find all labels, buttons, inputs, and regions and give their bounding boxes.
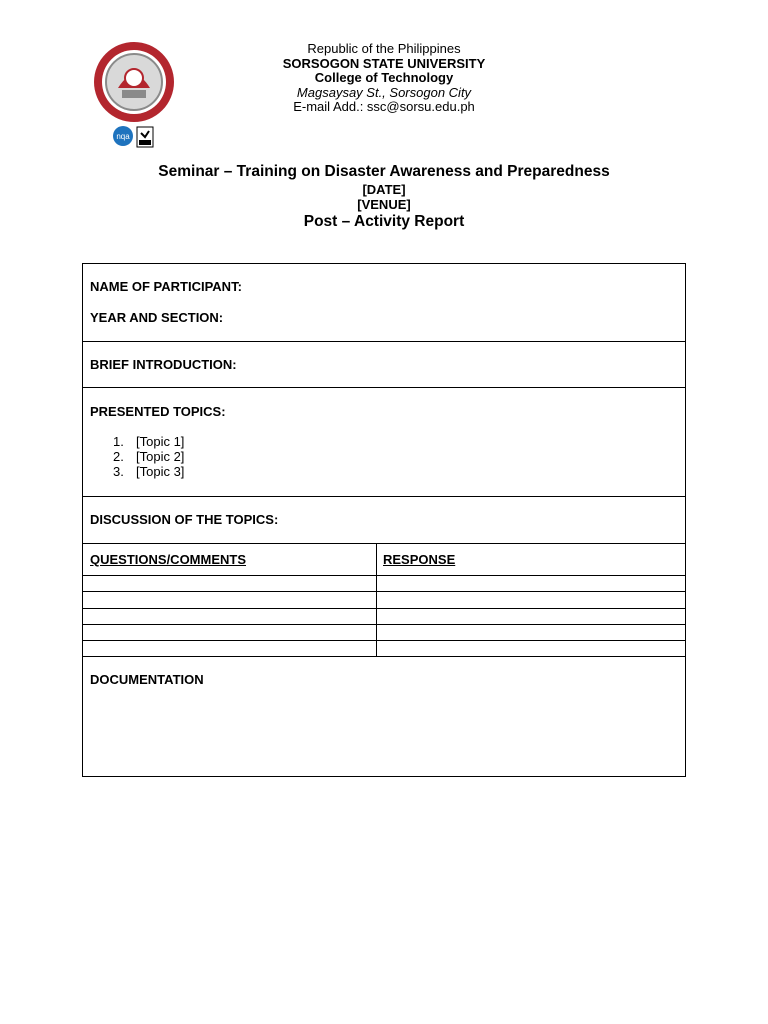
intro-label: BRIEF INTRODUCTION: [90,357,237,372]
discussion-label: DISCUSSION OF THE TOPICS: [90,512,279,527]
republic-line: Republic of the Philippines [307,41,461,56]
table-row [83,575,685,576]
address-line: Magsaysay St., Sorsogon City [296,84,472,100]
svg-text:nqa: nqa [116,132,130,141]
document-titles [0,162,768,231]
email-line: E-mail Add.: ssc@sorsu.edu.ph [293,99,475,114]
topics-label: PRESENTED TOPICS: [90,404,226,419]
list-item: 2. [Topic 2] [113,449,185,464]
nqa-badge-icon [113,126,133,151]
report-title: Post – Activity Report [303,213,465,230]
date-placeholder: [DATE] [362,182,406,197]
venue-placeholder: [VENUE] [357,197,411,212]
response-header: RESPONSE [383,552,456,567]
divider [83,387,685,388]
report-form [82,263,686,777]
seminar-title: Seminar – Training on Disaster Awareness and Preparedness [158,163,610,180]
topics-list [113,434,184,479]
divider [83,656,685,657]
university-seal-logo [88,40,180,124]
list-item: 1. [Topic 1] [113,434,185,449]
documentation-label: DOCUMENTATION [90,672,204,687]
university-name: SORSOGON STATE UNIVERSITY [282,55,486,71]
table-row [83,640,685,641]
list-item: 3. [Topic 3] [113,464,185,479]
table-row [83,624,685,625]
letterhead [184,42,584,115]
ukas-badge-icon [136,126,154,153]
divider [83,543,685,544]
year-section-label: YEAR AND SECTION: [90,310,224,325]
table-row [83,591,685,592]
name-label: NAME OF PARTICIPANT: [90,279,242,294]
divider [83,341,685,342]
college-name: College of Technology [314,70,454,85]
divider [83,496,685,497]
questions-header: QUESTIONS/COMMENTS [90,552,247,567]
table-row [83,608,685,609]
